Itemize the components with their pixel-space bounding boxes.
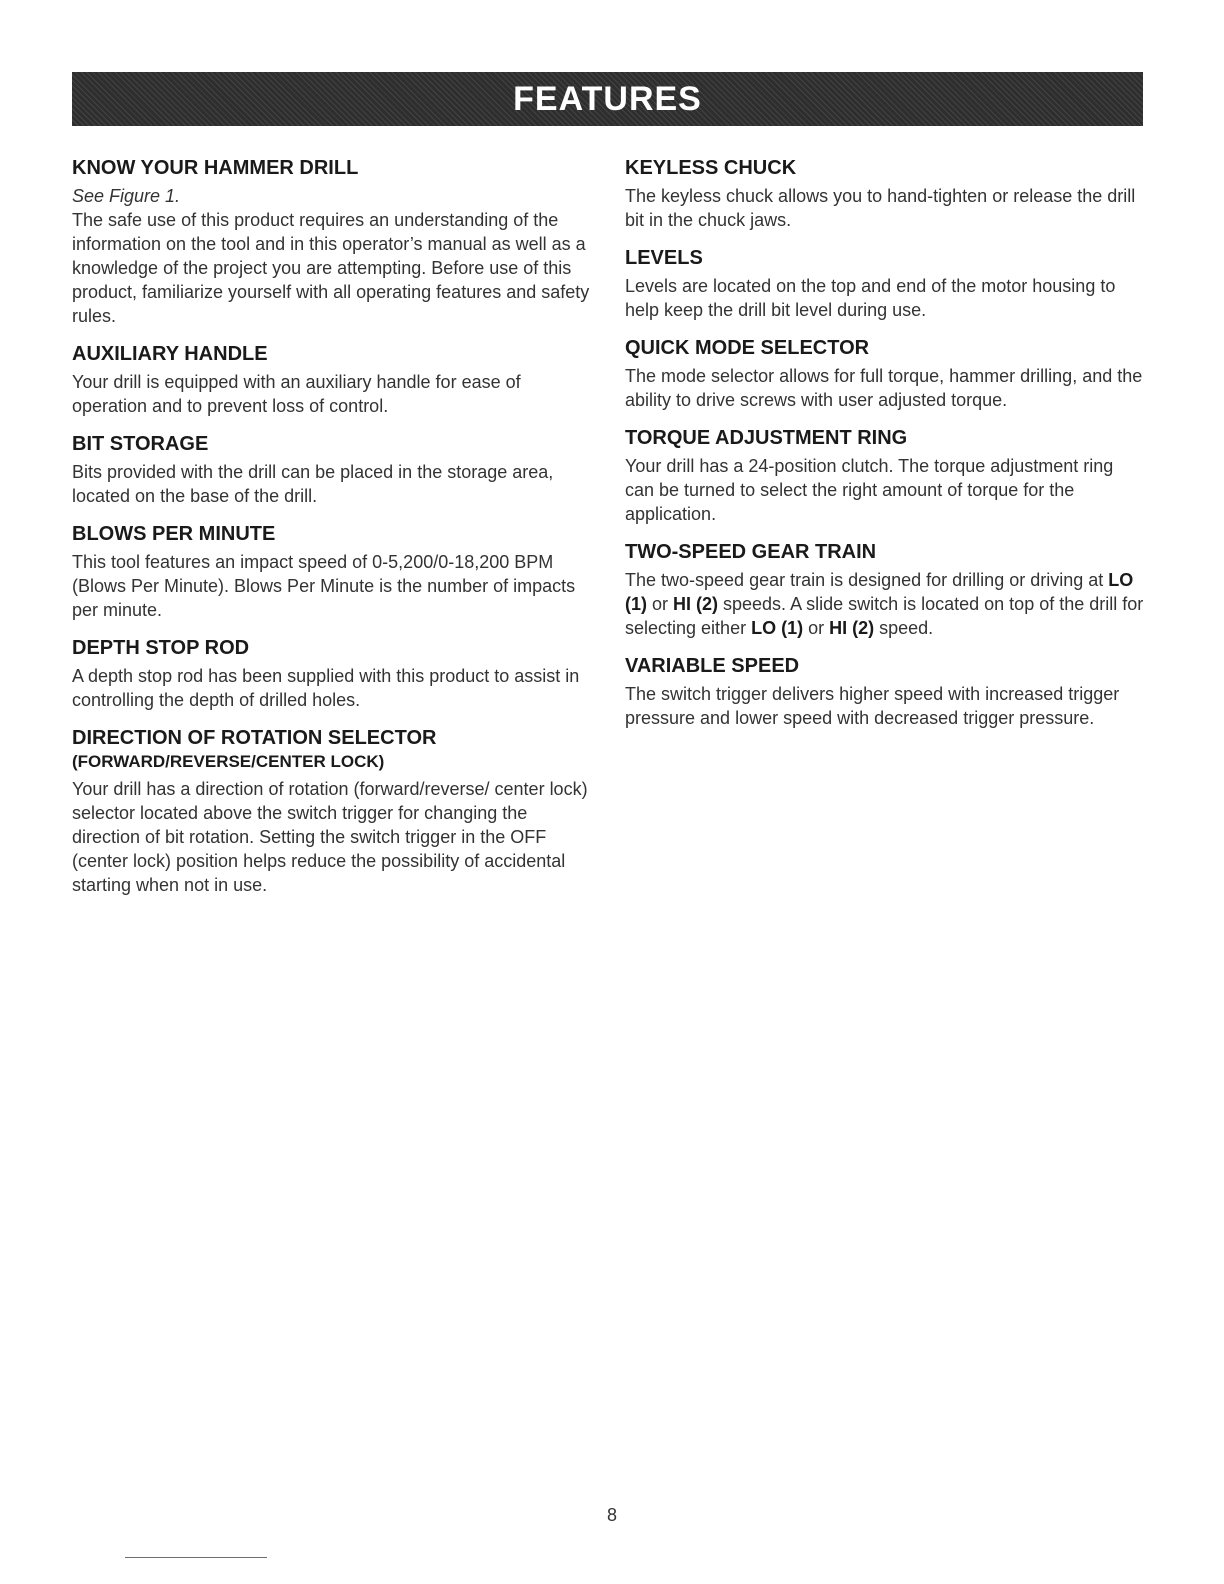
body-text: speed. [874,618,934,638]
page-title: FEATURES [513,79,702,118]
section-know-your-hammer-drill [72,156,590,328]
body-text: The two-speed gear train is designed for drilling or driving at [625,570,1109,590]
body-text: or [647,594,674,614]
section-heading: QUICK MODE SELECTOR [625,337,870,359]
left-column [72,156,590,911]
page-number: 8 [606,1505,617,1525]
section-bit-storage [72,432,590,508]
section-body: Levels are located on the top and end of the motor housing to help keep the drill bit level during use. [625,276,1116,320]
right-column [625,156,1145,744]
figure-reference: See Figure 1. [72,186,181,206]
section-heading: TWO-SPEED GEAR TRAIN [625,541,877,563]
hi-speed-label: HI (2) [673,594,719,614]
footer-rule [125,1557,267,1558]
section-quick-mode-selector [625,336,1145,412]
section-body: Bits provided with the drill can be placed in the storage area, located on the base of the drill. [72,462,554,506]
section-torque-adjustment-ring [625,426,1145,526]
section-subheading: (FORWARD/REVERSE/CENTER LOCK) [72,752,385,771]
section-heading: TORQUE ADJUSTMENT RING [625,427,908,449]
features-banner [72,72,1143,126]
section-keyless-chuck [625,156,1145,232]
lo-speed-label: LO (1) [751,618,804,638]
section-body: The safe use of this product requires an understanding of the information on the tool and in this operator’s manual as well as a knowledge of the project you are attempting. Before use of this product, familiarize yourself with all operating features and safety rules. [72,210,590,326]
section-heading: KEYLESS CHUCK [625,157,797,179]
section-body: The switch trigger delivers higher speed with increased trigger pressure and lower speed with decreased trigger pressure. [625,684,1120,728]
section-heading: DEPTH STOP ROD [72,637,250,659]
section-heading: DIRECTION OF ROTATION SELECTOR [72,727,437,749]
section-body: This tool features an impact speed of 0-5,200/0-18,200 BPM (Blows Per Minute). Blows Per Minute is the number of impacts per minute. [72,552,576,620]
lo-speed-label: LO (1) [625,570,1134,614]
section-body [625,568,1145,640]
section-body: Your drill has a direction of rotation (forward/reverse/ center lock) selector located above the switch trigger for changing the direction of bit rotation. Setting the switch trigger in the OFF (center lock) position helps reduce the possibility of accidental starting when not in use. [72,779,588,895]
section-direction-selector [72,726,590,897]
section-heading: LEVELS [625,247,703,269]
body-text: or [803,618,830,638]
section-depth-stop-rod [72,636,590,712]
section-body: Your drill has a 24-position clutch. The torque adjustment ring can be turned to select the right amount of torque for the application. [625,456,1114,524]
section-heading: BIT STORAGE [72,433,209,455]
section-two-speed-gear-train [625,540,1145,640]
section-variable-speed [625,654,1145,730]
section-auxiliary-handle [72,342,590,418]
section-blows-per-minute [72,522,590,622]
body-text: speeds. A slide switch is located on top of the drill for selecting either [625,594,1144,638]
section-body: The keyless chuck allows you to hand-tighten or release the drill bit in the chuck jaws. [625,186,1136,230]
section-body: The mode selector allows for full torque, hammer drilling, and the ability to drive screws with user adjusted torque. [625,366,1143,410]
section-heading: VARIABLE SPEED [625,655,800,677]
section-body: Your drill is equipped with an auxiliary handle for ease of operation and to prevent loss of control. [72,372,521,416]
section-heading: AUXILIARY HANDLE [72,343,268,365]
hi-speed-label: HI (2) [829,618,875,638]
section-levels [625,246,1145,322]
section-body: A depth stop rod has been supplied with this product to assist in controlling the depth of drilled holes. [72,666,580,710]
section-heading: KNOW YOUR HAMMER DRILL [72,157,359,179]
section-heading: BLOWS PER MINUTE [72,523,276,545]
